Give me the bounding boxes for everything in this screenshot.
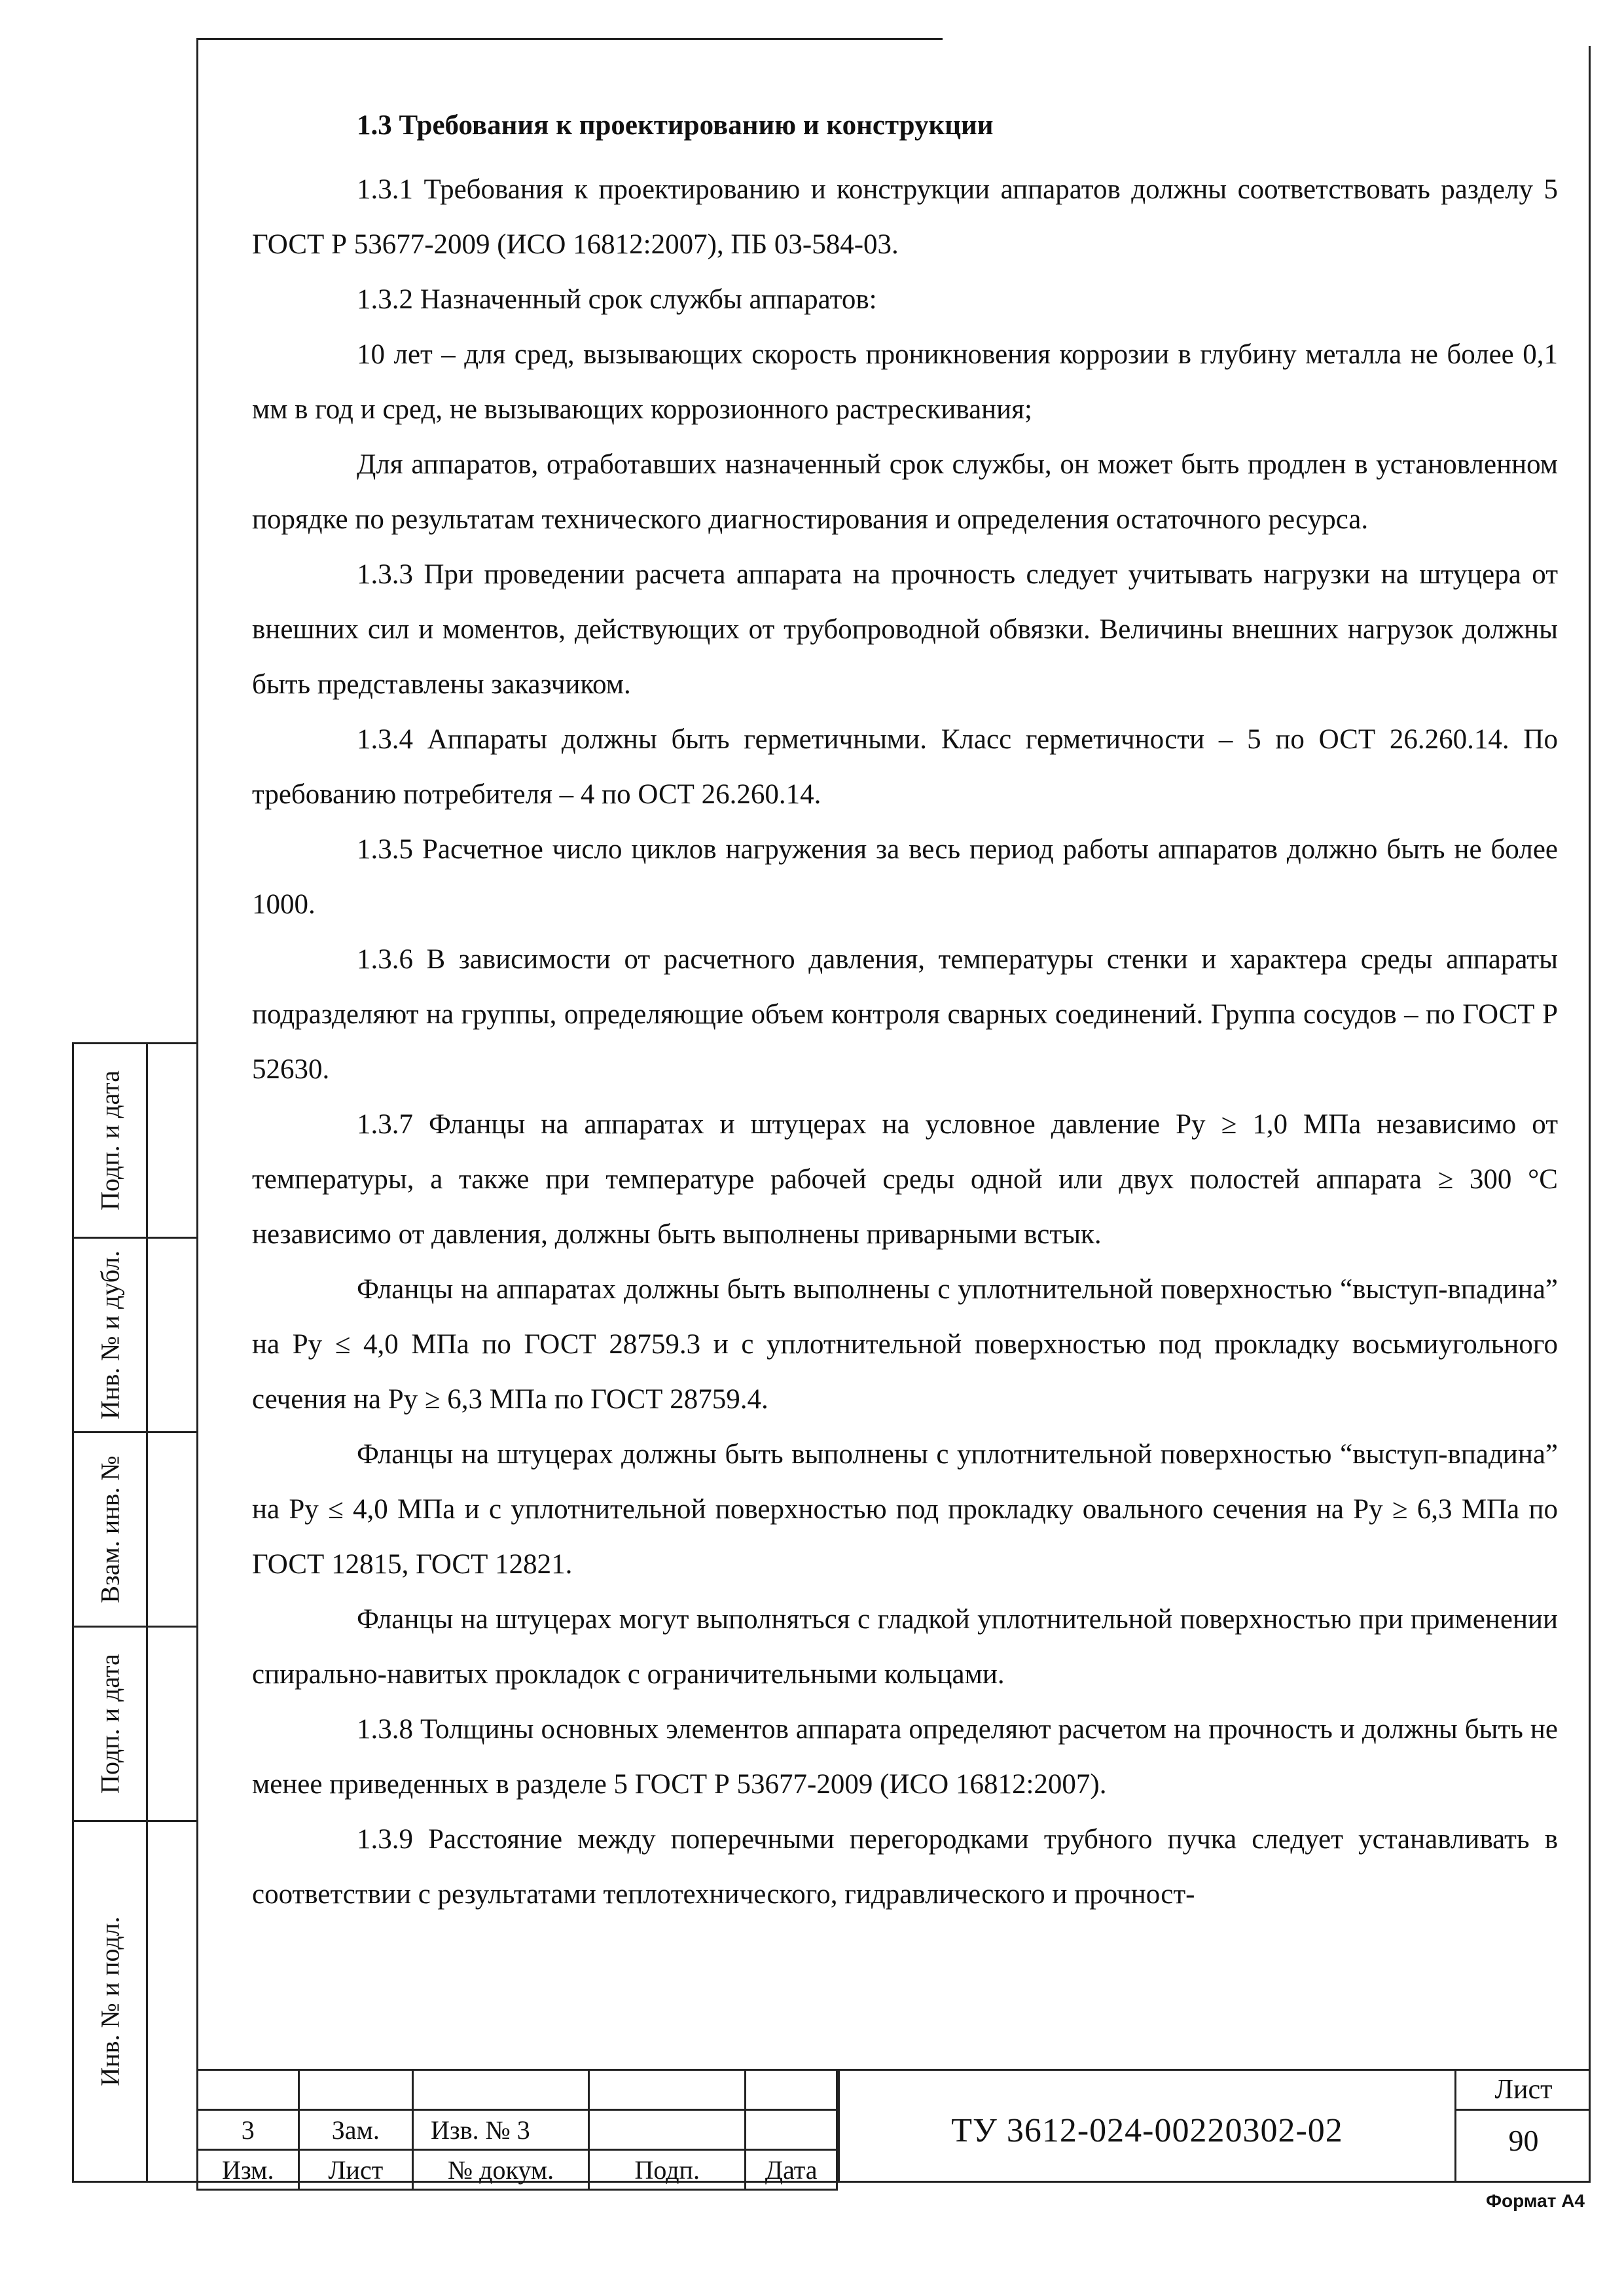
paragraph: 1.3.5 Расчетное число циклов нагружения за весь период работы аппаратов должно быть не более 1000. xyxy=(252,834,1558,920)
header-cell: № докум. xyxy=(413,2150,589,2190)
paragraph: Фланцы на штуцерах должны быть выполнены с уплотнительной поверхностью “выступ-впадина” на Ру ≤ 4,0 МПа и с уплотнительной поверхностью под прокладку овального сечения на Ру ≥ 6,3 МПа по ГОСТ 12815, ГОСТ 12821. xyxy=(252,1439,1558,1580)
revision-table xyxy=(196,2069,838,2191)
frame-top-line xyxy=(198,38,943,40)
side-label: Инв. № и дубл. xyxy=(95,1250,125,1419)
paragraph: Для аппаратов, отработавших назначенный срок службы, он может быть продлен в установленном порядке по результатам технического диагностирования и определения остаточного ресурса. xyxy=(252,449,1558,535)
revision-row xyxy=(198,2110,837,2150)
side-cell-dup-inv xyxy=(72,1237,196,1433)
section-heading: 1.3 Требования к проектированию и конструкции xyxy=(357,110,994,141)
paragraph: 1.3.6 В зависимости от расчетного давления, температуры стенки и характера среды аппараты подразделяют на группы, определяющие объем контроля сварных соединений. Группа сосудов – по ГОСТ Р 52630. xyxy=(252,944,1558,1085)
sheet-cell xyxy=(1454,2069,1591,2183)
title-block xyxy=(196,2069,1591,2183)
paragraph: 1.3.2 Назначенный срок службы аппаратов: xyxy=(357,284,877,315)
revision-cell: Зам. xyxy=(298,2110,412,2150)
header-cell: Дата xyxy=(746,2150,837,2190)
paragraph: 1.3.3 При проведении расчета аппарата на прочность следует учитывать нагрузки на штуцера от внешних сил и моментов, действующих от трубопроводной обвязки. Величины внешних нагрузок должны быть представлены заказчиком. xyxy=(252,559,1558,700)
revision-cell xyxy=(746,2110,837,2150)
revision-cell xyxy=(589,2110,746,2150)
paragraph: 1.3.8 Толщины основных элементов аппарата определяют расчетом на прочность и должны быть не менее приведенных в разделе 5 ГОСТ Р 53677-2009 (ИСО 16812:2007). xyxy=(252,1714,1558,1800)
paragraph: Фланцы на штуцерах могут выполняться с гладкой уплотнительной поверхностью при применении спирально-навитых прокладок с ограничительными кольцами. xyxy=(252,1604,1558,1690)
revision-cell: 3 xyxy=(198,2110,299,2150)
paragraph: 1.3.1 Требования к проектированию и конструкции аппаратов должны соответствовать разделу 5 ГОСТ Р 53677-2009 (ИСО 16812:2007), ПБ 03-584-03. xyxy=(252,174,1558,260)
header-cell: Подп. xyxy=(589,2150,746,2190)
paragraph: 1.3.9 Расстояние между поперечными перегородками трубного пучка следует устанавливать в соответствии с результатами теплотехнического, гидравлического и прочност- xyxy=(252,1824,1558,1910)
side-label: Взам. инв. № xyxy=(95,1455,125,1603)
side-cell-sign-date-2 xyxy=(72,1626,196,1822)
revision-cell: Изв. № 3 xyxy=(413,2110,589,2150)
document-body xyxy=(252,98,1558,1922)
header-cell: Лист xyxy=(298,2150,412,2190)
frame-right-line xyxy=(1589,46,1591,2182)
side-label: Подп. и дата xyxy=(95,1654,125,1794)
sheet-number: 90 xyxy=(1508,2124,1539,2157)
sheet-label: Лист xyxy=(1456,2071,1591,2111)
revision-header-row xyxy=(198,2150,837,2190)
side-cell-orig-inv xyxy=(72,1820,196,2183)
side-label: Инв. № и подл. xyxy=(95,1916,125,2086)
side-cell-sign-date-1 xyxy=(72,1042,196,1239)
header-cell: Изм. xyxy=(198,2150,299,2190)
format-label: Формат А4 xyxy=(1486,2191,1585,2211)
side-label: Подп. и дата xyxy=(95,1070,125,1211)
paragraph: 1.3.4 Аппараты должны быть герметичными. Класс герметичности – 5 по ОСТ 26.260.14. По требованию потребителя – 4 по ОСТ 26.260.14. xyxy=(252,724,1558,810)
paragraph: Фланцы на аппаратах должны быть выполнены с уплотнительной поверхностью “выступ-впадина” на Ру ≤ 4,0 МПа по ГОСТ 28759.3 и с уплотнительной поверхностью под прокладку восьмиугольного сечения на Ру ≥ 6,3 МПа по ГОСТ 28759.4. xyxy=(252,1274,1558,1415)
doc-code-cell xyxy=(838,2069,1454,2183)
doc-code: ТУ 3612-024-00220302-02 xyxy=(951,2112,1343,2149)
paragraph: 1.3.7 Фланцы на аппаратах и штуцерах на условное давление Ру ≥ 1,0 МПа независимо от температуры, а также при температуре рабочей среды одной или двух полостей аппарата ≥ 300 °С независимо от давления, должны быть выполнены приварными встык. xyxy=(252,1109,1558,1250)
paragraph: 10 лет – для сред, вызывающих скорость проникновения коррозии в глубину металла не более 0,1 мм в год и сред, не вызывающих коррозионного растрескивания; xyxy=(252,339,1558,425)
revision-row-empty xyxy=(198,2070,837,2110)
side-cell-replace-inv xyxy=(72,1431,196,1628)
frame-left-line xyxy=(196,38,198,2182)
